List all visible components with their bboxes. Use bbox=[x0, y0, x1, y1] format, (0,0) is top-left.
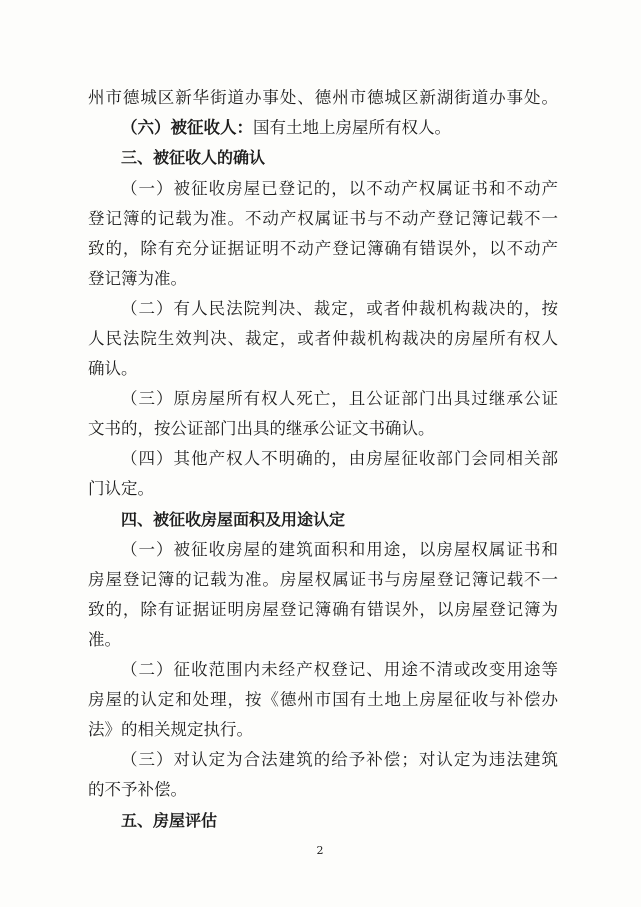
text-line: 准。 bbox=[88, 630, 121, 649]
text-line: 房屋的认定和处理，按《德州市国有土地上房屋征收与补偿办 bbox=[88, 690, 558, 709]
text-line: 的不予补偿。 bbox=[88, 780, 187, 799]
text-line bbox=[121, 118, 558, 138]
text-line: （三）原房屋所有权人死亡，且公证部门出具过继承公证 bbox=[121, 389, 558, 408]
text-line: 登记簿为准。 bbox=[88, 269, 187, 288]
text-line: 门认定。 bbox=[88, 479, 154, 498]
text-line: （一）被征收房屋已登记的，以不动产权属证书和不动产 bbox=[121, 179, 558, 198]
text-line: 文书的，按公证部门出具的继承公证文书确认。 bbox=[88, 419, 435, 438]
section-heading-3: 三、被征收人的确认 bbox=[121, 148, 266, 167]
section-heading-4: 四、被征收房屋面积及用途认定 bbox=[121, 510, 346, 529]
text-line: 致的，除有充分证据证明不动产登记簿确有错误外，以不动产 bbox=[88, 239, 558, 258]
text-line: 房屋登记簿的记载为准。房屋权属证书与房屋登记簿记载不一 bbox=[88, 570, 558, 589]
text-line: 州市德城区新华街道办事处、德州市德城区新湖街道办事处。 bbox=[88, 88, 558, 107]
defined-term-label: （六）被征收人： bbox=[121, 118, 253, 137]
page-number: 2 bbox=[316, 844, 324, 857]
section-heading-5: 五、房屋评估 bbox=[121, 811, 218, 830]
text-line: 人民法院生效判决、裁定，或者仲裁机构裁决的房屋所有权人 bbox=[88, 329, 558, 348]
text-line: 确认。 bbox=[88, 359, 138, 378]
text-line: （一）被征收房屋的建筑面积和用途，以房屋权属证书和 bbox=[121, 540, 558, 559]
text-line: 致的，除有证据证明房屋登记簿确有错误外，以房屋登记簿为 bbox=[88, 600, 558, 619]
text-line: （三）对认定为合法建筑的给予补偿；对认定为违法建筑 bbox=[121, 750, 558, 769]
text-line: 法》的相关规定执行。 bbox=[88, 720, 253, 739]
defined-term-text: 国有土地上房屋所有权人。 bbox=[253, 118, 451, 137]
text-line: 登记簿的记载为准。不动产权属证书与不动产登记簿记载不一 bbox=[88, 209, 558, 228]
text-line: （二）有人民法院判决、裁定，或者仲裁机构裁决的，按 bbox=[121, 299, 558, 318]
text-line: （二）征收范围内未经产权登记、用途不清或改变用途等 bbox=[121, 660, 558, 679]
text-line: （四）其他产权人不明确的，由房屋征收部门会同相关部 bbox=[121, 449, 558, 468]
